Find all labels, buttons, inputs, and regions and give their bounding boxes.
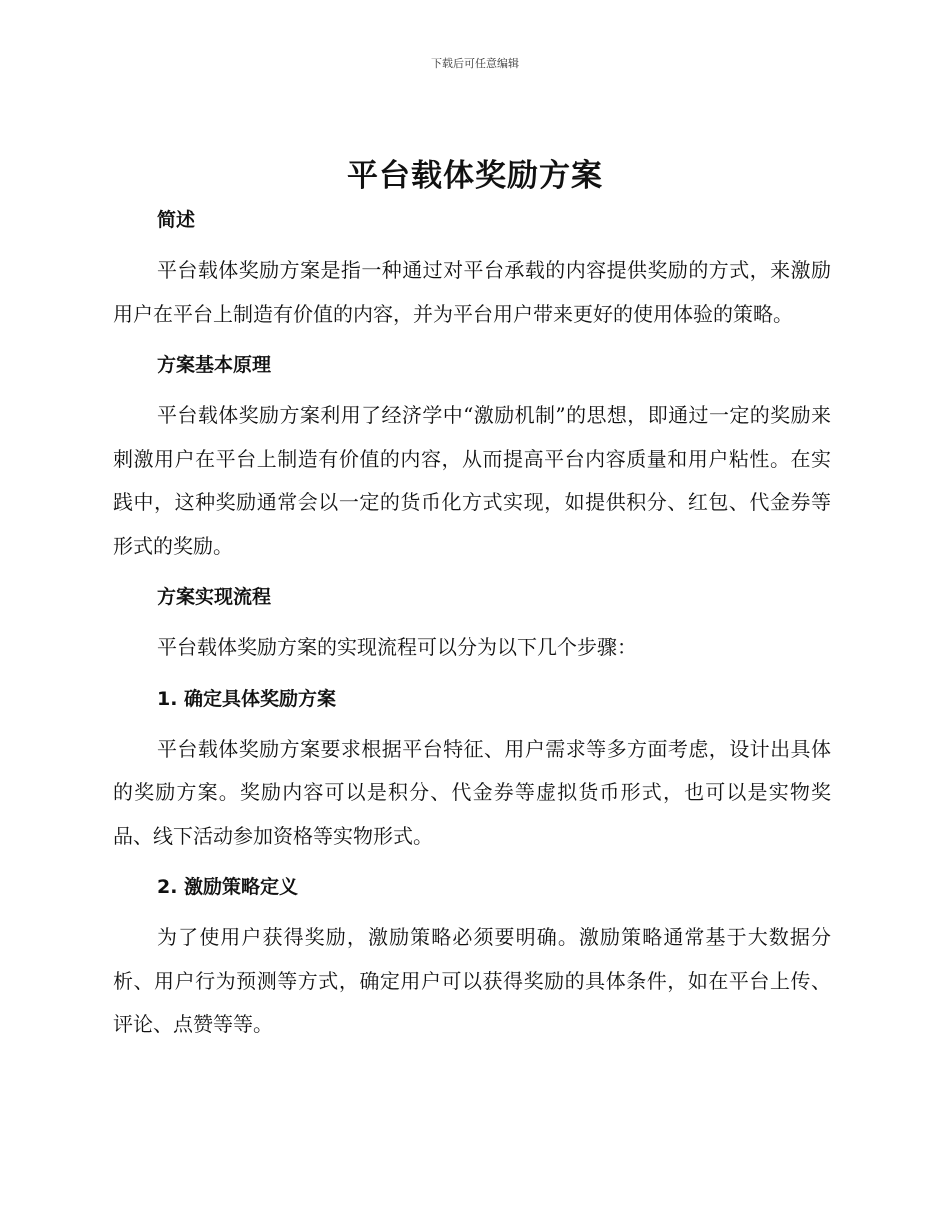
section-heading-process: 方案实现流程 [157,586,272,608]
document-body [113,202,831,1047]
section-paragraph-overview: 平台载体奖励方案是指一种通过对平台承载的内容提供奖励的方式，来激励用户在平台上制造有价值的内容，并为平台用户带来更好的使用体验的策略。 [113,258,831,326]
section-paragraph-step-1: 平台载体奖励方案要求根据平台特征、用户需求等多方面考虑，设计出具体的奖励方案。奖励内容可以是积分、代金券等虚拟货币形式，也可以是实物奖品、线下活动参加资格等实物形式。 [113,736,831,848]
header-note: 下载后可任意编辑 [431,57,519,70]
section-heading-overview: 简述 [157,209,196,231]
section-heading-step-2: 2. 激励策略定义 [157,876,299,898]
document-title: 平台载体奖励方案 [347,158,603,194]
section-paragraph-process: 平台载体奖励方案的实现流程可以分为以下几个步骤： [157,635,637,659]
section-paragraph-principle: 平台载体奖励方案利用了经济学中“激励机制”的思想，即通过一定的奖励来刺激用户在平台上制造有价值的内容，从而提高平台内容质量和用户粘性。在实践中，这种奖励通常会以一定的货币化方式实现，如提供积分、红包、代金券等形式的奖励。 [113,403,831,558]
section-paragraph-step-2: 为了使用户获得奖励，激励策略必须要明确。激励策略通常基于大数据分析、用户行为预测等方式，确定用户可以获得奖励的具体条件，如在平台上传、评论、点赞等等。 [113,925,831,1036]
section-heading-principle: 方案基本原理 [157,354,272,376]
section-heading-step-1: 1. 确定具体奖励方案 [157,687,337,710]
